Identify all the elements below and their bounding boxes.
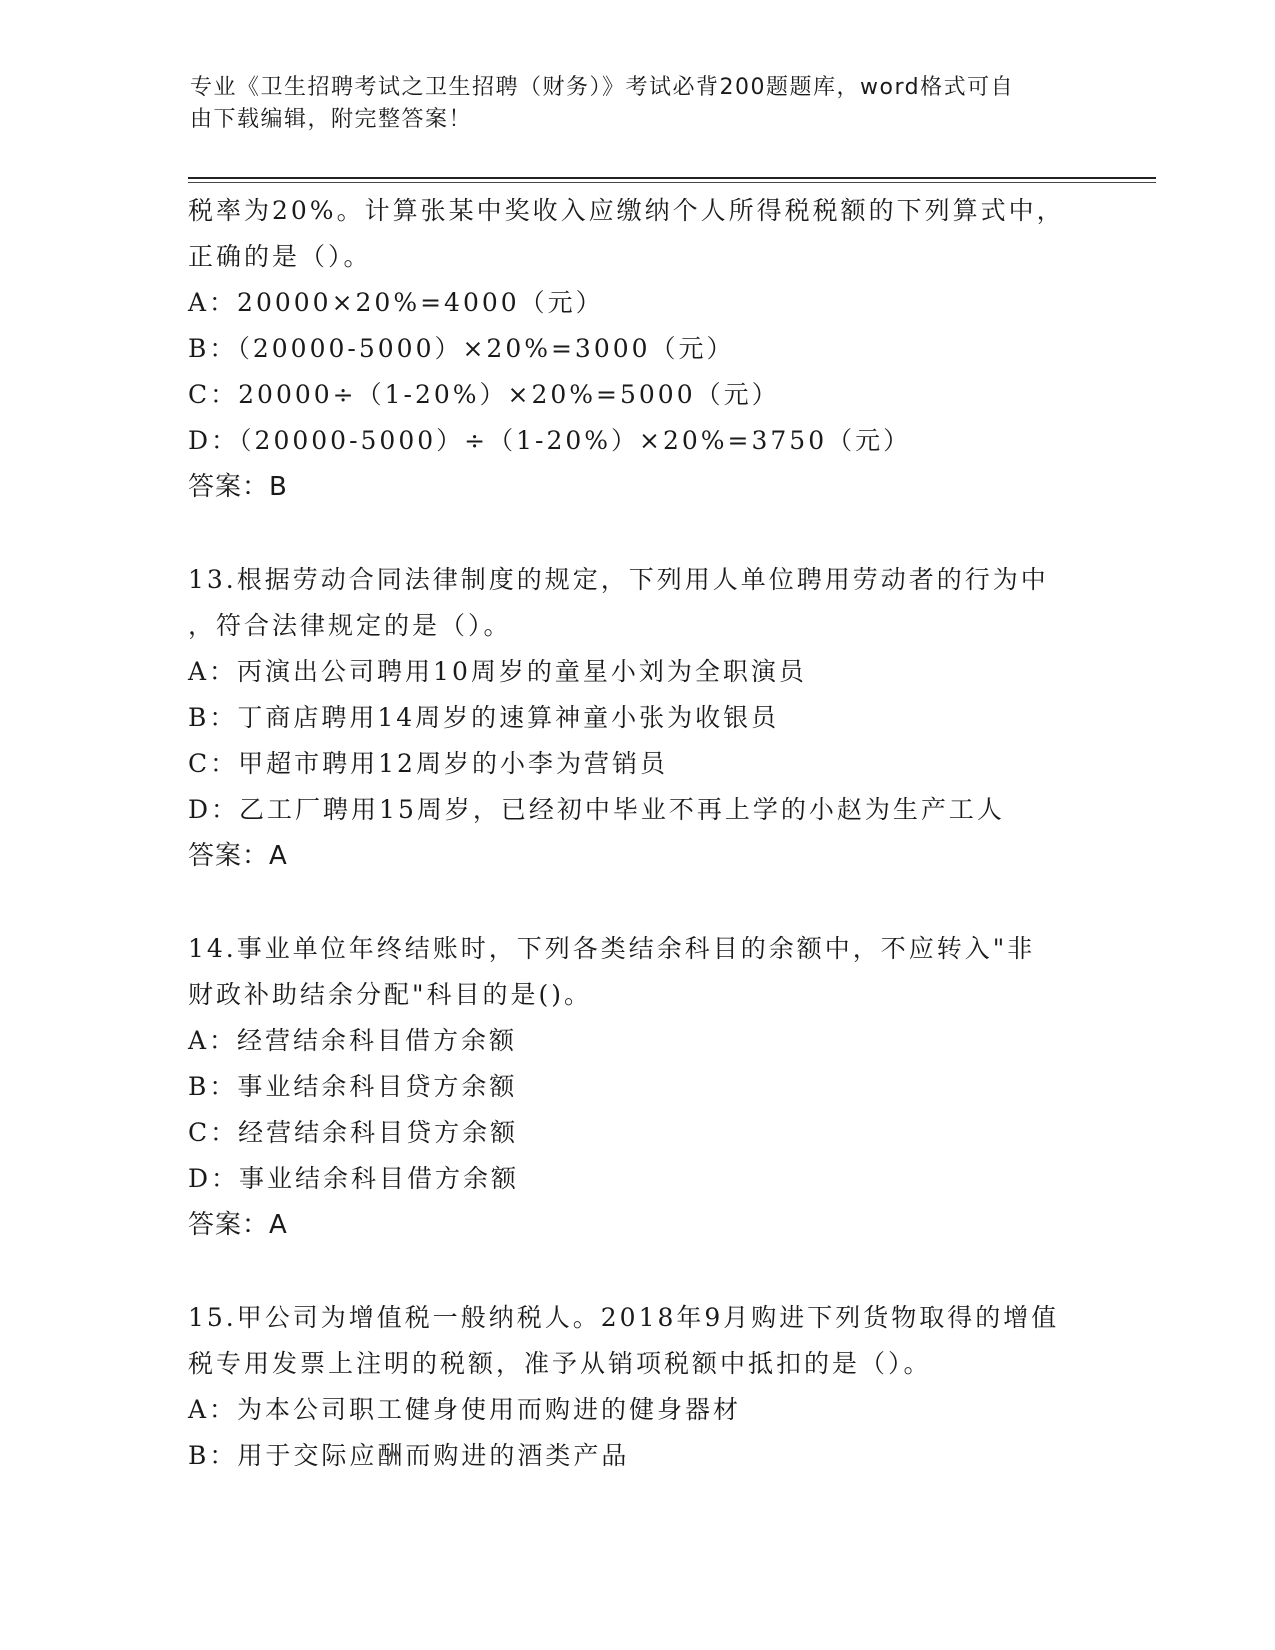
question-stem-line: 税率为20%。计算张某中奖收入应缴纳个人所得税税额的下列算式中，: [188, 196, 1065, 225]
option-b: B：事业结余科目贷方余额: [188, 1072, 518, 1101]
option-a: A：丙演出公司聘用10周岁的童星小刘为全职演员: [188, 657, 807, 686]
question-stem-line: ，符合法律规定的是（）。: [188, 611, 512, 640]
question-spacer: [188, 879, 1118, 926]
header-divider-thick: [188, 177, 1156, 179]
option-c: C：20000÷（1-20%）×20%=5000（元）: [188, 380, 780, 409]
question-12: [188, 188, 1118, 510]
question-spacer: [188, 510, 1118, 557]
question-stem-line: 15.甲公司为增值税一般纳税人。2018年9月购进下列货物取得的增值: [188, 1303, 1060, 1332]
answer-line: 答案：B: [188, 472, 288, 502]
question-13: [188, 557, 1118, 879]
answer-line: 答案：A: [188, 1210, 288, 1240]
question-15: [188, 1295, 1118, 1479]
question-stem-line: 正确的是（）。: [188, 242, 372, 271]
header-divider-thin: [188, 182, 1156, 183]
option-d: D：乙工厂聘用15周岁，已经初中毕业不再上学的小赵为生产工人: [188, 795, 1005, 824]
option-d: D：事业结余科目借方余额: [188, 1164, 520, 1193]
option-a: A：20000×20%=4000（元）: [188, 288, 604, 317]
header-line-2: 由下载编辑，附完整答案！: [190, 107, 473, 132]
question-spacer: [188, 1248, 1118, 1295]
option-a: A：经营结余科目借方余额: [188, 1026, 518, 1055]
header-line-1: 专业《卫生招聘考试之卫生招聘（财务）》考试必背200题题库，word格式可自: [190, 75, 1015, 100]
option-c: C：经营结余科目贷方余额: [188, 1118, 519, 1147]
document-header: [190, 72, 1090, 136]
answer-line: 答案：A: [188, 841, 288, 871]
option-b: B：丁商店聘用14周岁的速算神童小张为收银员: [188, 703, 780, 732]
document-body: [188, 188, 1118, 1479]
option-a: A：为本公司职工健身使用而购进的健身器材: [188, 1395, 742, 1424]
question-stem-line: 财政补助结余分配"科目的是()。: [188, 980, 593, 1009]
question-stem-line: 13.根据劳动合同法律制度的规定，下列用人单位聘用劳动者的行为中: [188, 565, 1049, 594]
option-d: D：（20000-5000）÷（1-20%）×20%=3750（元）: [188, 426, 912, 455]
question-stem-line: 14.事业单位年终结账时，下列各类结余科目的余额中，不应转入"非: [188, 934, 1036, 963]
option-b: B：用于交际应酬而购进的酒类产品: [188, 1441, 630, 1470]
question-stem-line: 税专用发票上注明的税额，准予从销项税额中抵扣的是（）。: [188, 1349, 932, 1378]
option-b: B：（20000-5000）×20%=3000（元）: [188, 334, 735, 363]
question-14: [188, 926, 1118, 1248]
option-c: C：甲超市聘用12周岁的小李为营销员: [188, 749, 668, 778]
